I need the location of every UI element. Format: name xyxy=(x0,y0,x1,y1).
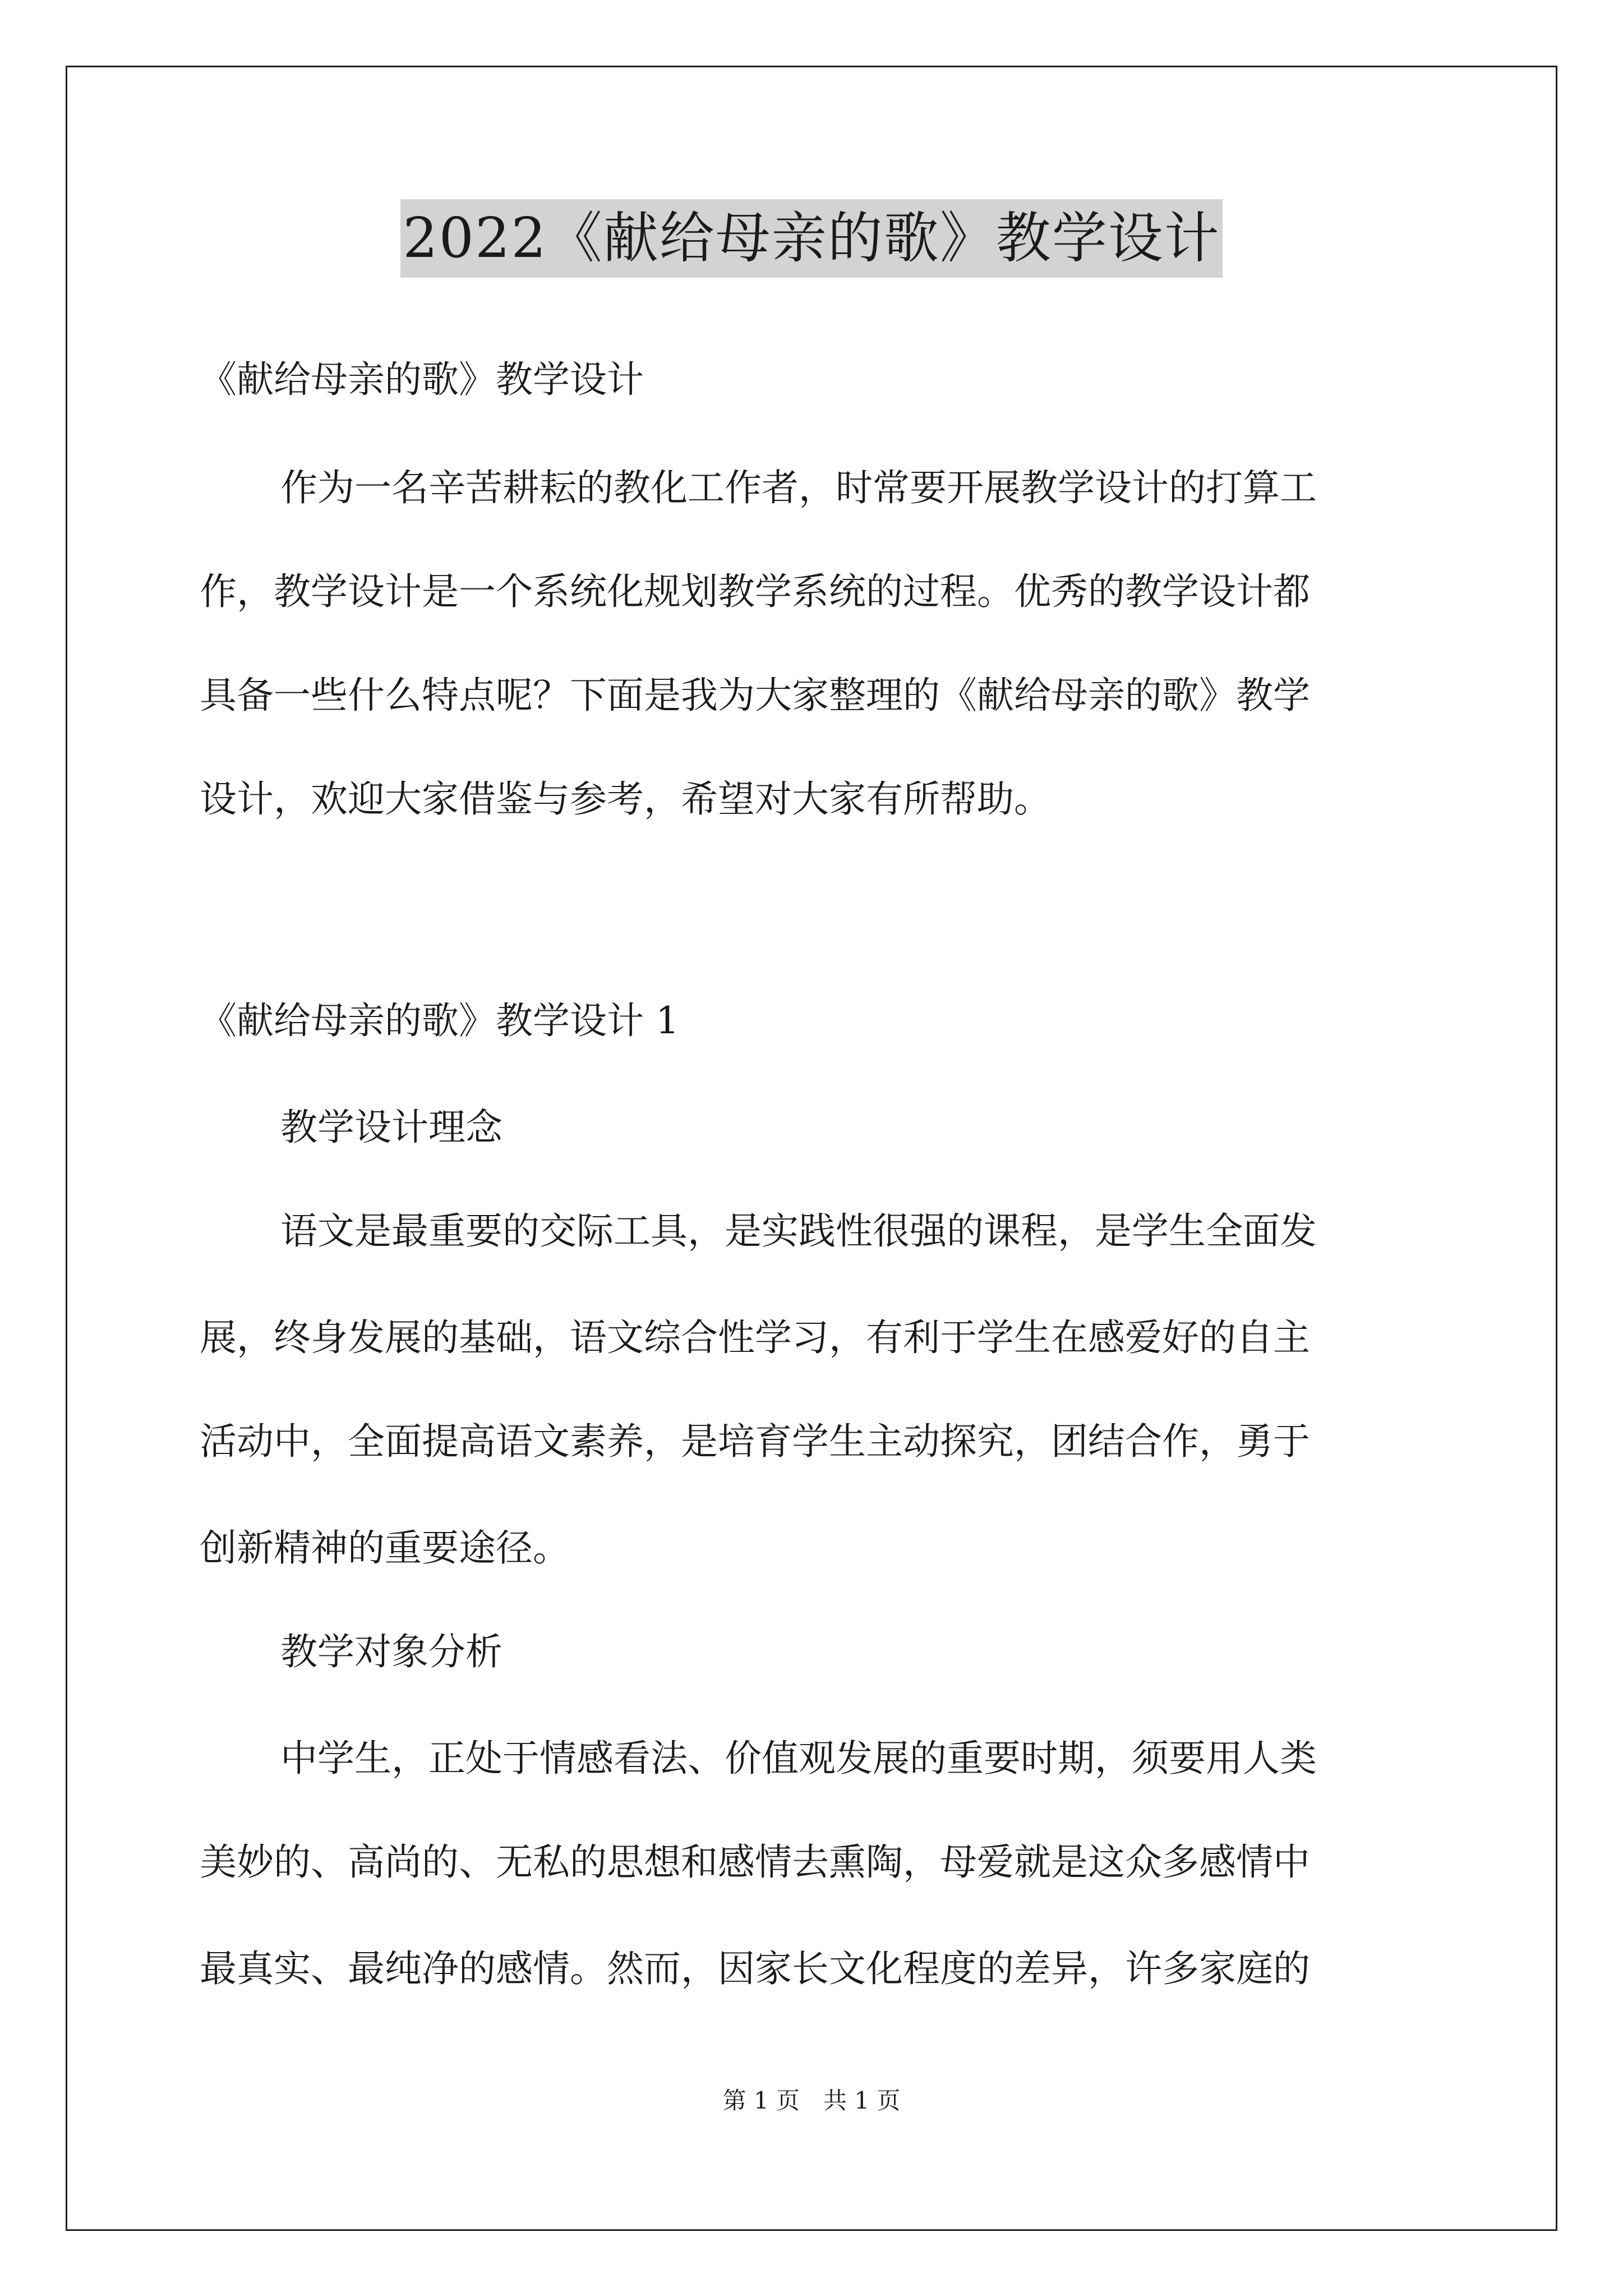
section-subheading: 教学对象分析 xyxy=(280,1630,502,1673)
paragraph-line: 展，终身发展的基础，语文综合性学习，有利于学生在感爱好的自主 xyxy=(200,1316,1310,1359)
paragraph-line: 最真实、最纯净的感情。然而，因家长文化程度的差异，许多家庭的 xyxy=(200,1947,1310,1990)
paragraph-line: 语文是最重要的交际工具，是实践性很强的课程，是学生全面发 xyxy=(280,1209,1317,1253)
paragraph-line: 具备一些什么特点呢？下面是我为大家整理的《献给母亲的歌》教学 xyxy=(200,674,1310,717)
document-title: 2022《献给母亲的歌》教学设计 xyxy=(400,199,1222,278)
paragraph-line: 中学生，正处于情感看法、价值观发展的重要时期，须要用人类 xyxy=(280,1737,1317,1780)
section-heading: 《献给母亲的歌》教学设计 1 xyxy=(200,999,679,1042)
title-container xyxy=(0,199,1623,278)
paragraph-line: 活动中，全面提高语文素养，是培育学生主动探究，团结合作，勇于 xyxy=(200,1420,1310,1463)
paragraph-line: 美妙的、高尚的、无私的思想和感情去熏陶，母爱就是这众多感情中 xyxy=(200,1841,1310,1884)
paragraph-line: 作，教学设计是一个系统化规划教学系统的过程。优秀的教学设计都 xyxy=(200,570,1310,613)
subtitle-heading: 《献给母亲的歌》教学设计 xyxy=(200,358,644,401)
paragraph-line: 设计，欢迎大家借鉴与参考，希望对大家有所帮助。 xyxy=(200,777,1051,821)
section-subheading: 教学设计理念 xyxy=(280,1106,502,1149)
paragraph-line: 作为一名辛苦耕耘的教化工作者，时常要开展教学设计的打算工 xyxy=(280,466,1317,509)
paragraph-line: 创新精神的重要途径。 xyxy=(200,1526,570,1570)
page-footer: 第 1 页 共 1 页 xyxy=(722,2087,901,2114)
